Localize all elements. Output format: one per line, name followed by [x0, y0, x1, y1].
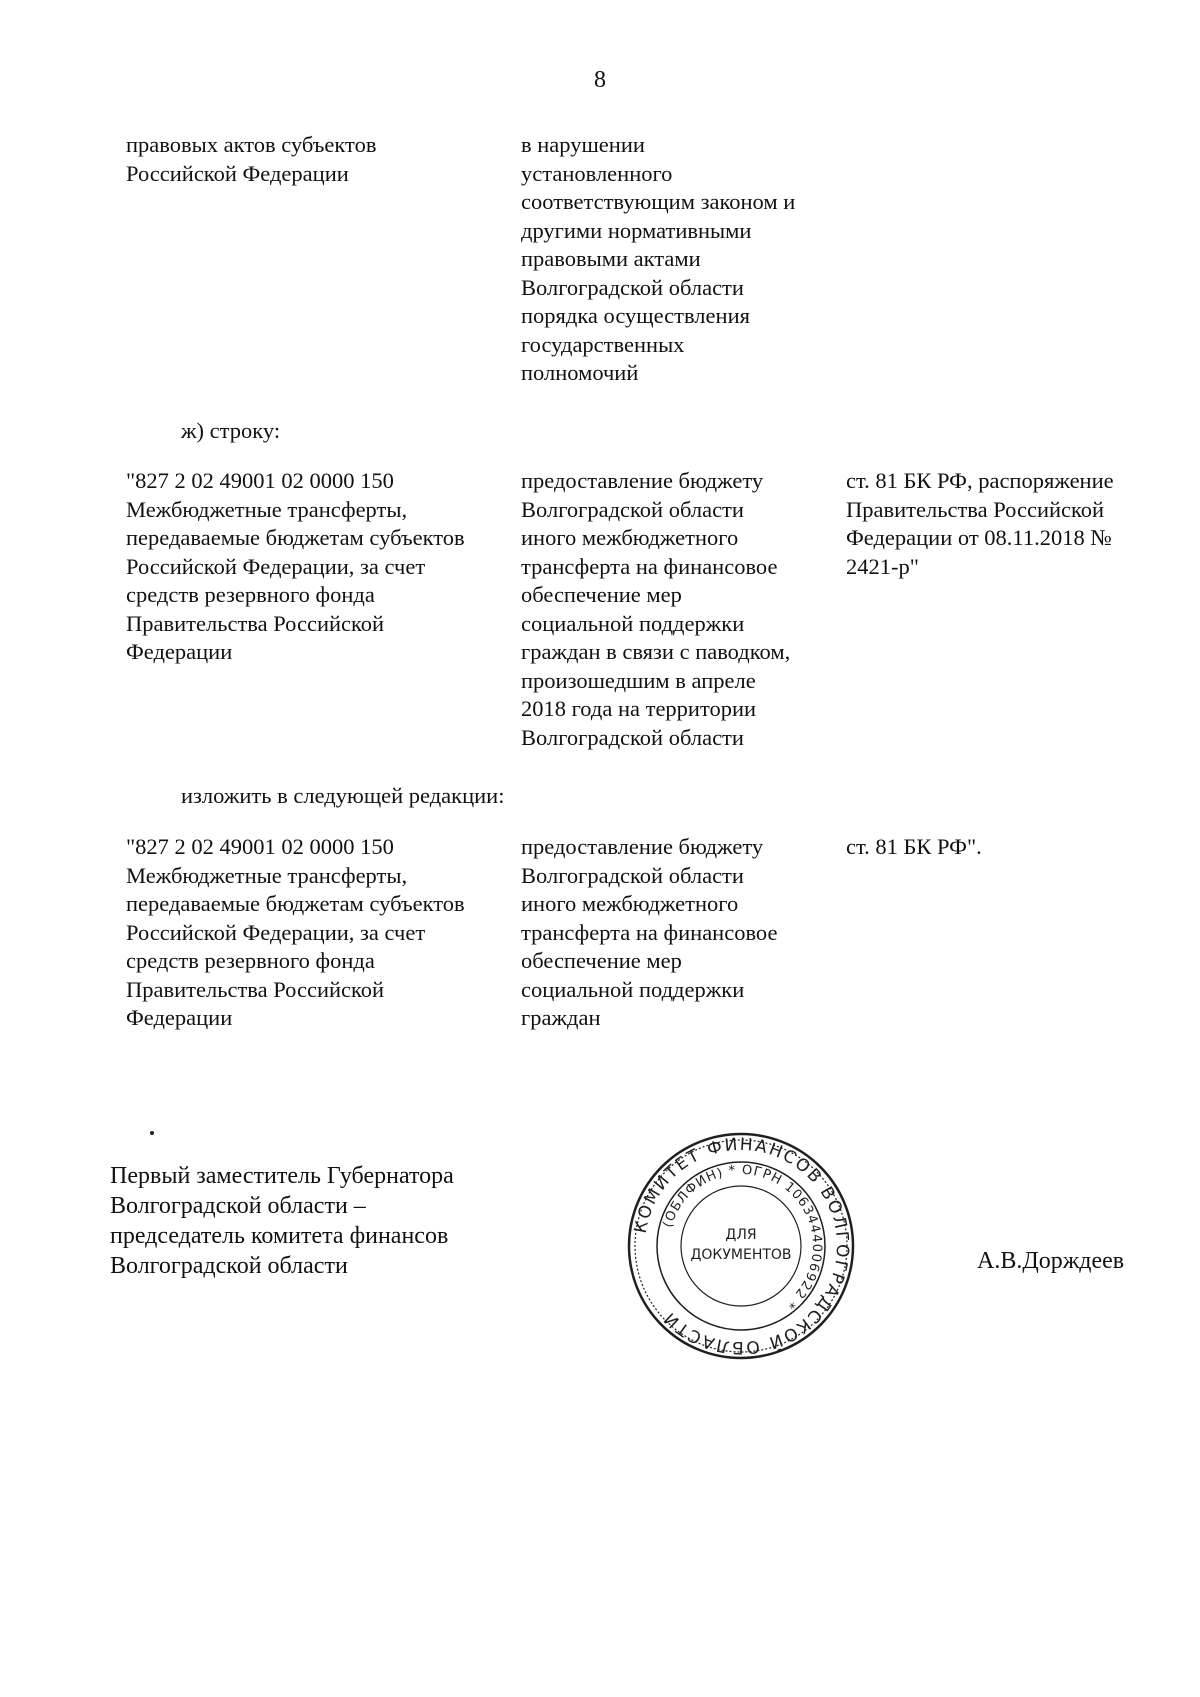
stamp-center-line2: ДОКУМЕНТОВ	[690, 1247, 792, 1263]
block2-legal-basis: ст. 81 БК РФ, распоряжение Правительства Российской Федерации от 08.11.2018 № 2421-р"	[846, 468, 1114, 579]
block3-legal-basis: ст. 81 БК РФ".	[846, 834, 982, 859]
block3-budget-code: "827 2 02 49001 02 0000 150 Межбюджетные трансферты, передаваемые бюджетам субъектов Российской Федерации, за счет средств резервного фонда Правительства Российской Федерации	[126, 834, 465, 1030]
official-seal-stamp	[626, 1131, 856, 1361]
stamp-inner-text: (ОБЛФИН) * ОГРН 1063444006922 *	[660, 1162, 825, 1312]
block2-budget-code: "827 2 02 49001 02 0000 150 Межбюджетные трансферты, передаваемые бюджетам субъектов Российской Федерации, за счет средств резервного фонда Правительства Российской Федерации	[126, 468, 465, 664]
page-number: 8	[594, 67, 606, 93]
block2-description: предоставление бюджету Волгоградской области иного межбюджетного трансферта на финансовое обеспечение мер социальной поддержки граждан в связи с паводком, произошедшим в апреле 2018 года на территории Волгоградской области	[521, 468, 791, 750]
section-label-new-edition: изложить в следующей редакции:	[181, 783, 505, 808]
block1-legal-basis: правовых актов субъектов Российской Федерации	[126, 132, 377, 186]
block1-description: в нарушении установленного соответствующим законом и другими нормативными правовыми актами Волгоградской области порядка осуществления государственных полномочий	[521, 132, 796, 385]
section-label-zh: ж) строку:	[181, 418, 281, 443]
block3-description: предоставление бюджету Волгоградской области иного межбюджетного трансферта на финансовое обеспечение мер социальной поддержки граждан	[521, 834, 778, 1030]
stamp-outer-text: КОМИТЕТ ФИНАНСОВ ВОЛГОГРАДСКОЙ ОБЛАСТИ	[630, 1134, 853, 1358]
stamp-center-line1: ДЛЯ	[725, 1227, 757, 1243]
ink-dot	[150, 1131, 154, 1135]
signer-title: Первый заместитель Губернатора Волгоградской области – председатель комитета финансов Волгоградской области	[110, 1163, 454, 1279]
signer-name: А.В.Дорждеев	[977, 1248, 1125, 1274]
